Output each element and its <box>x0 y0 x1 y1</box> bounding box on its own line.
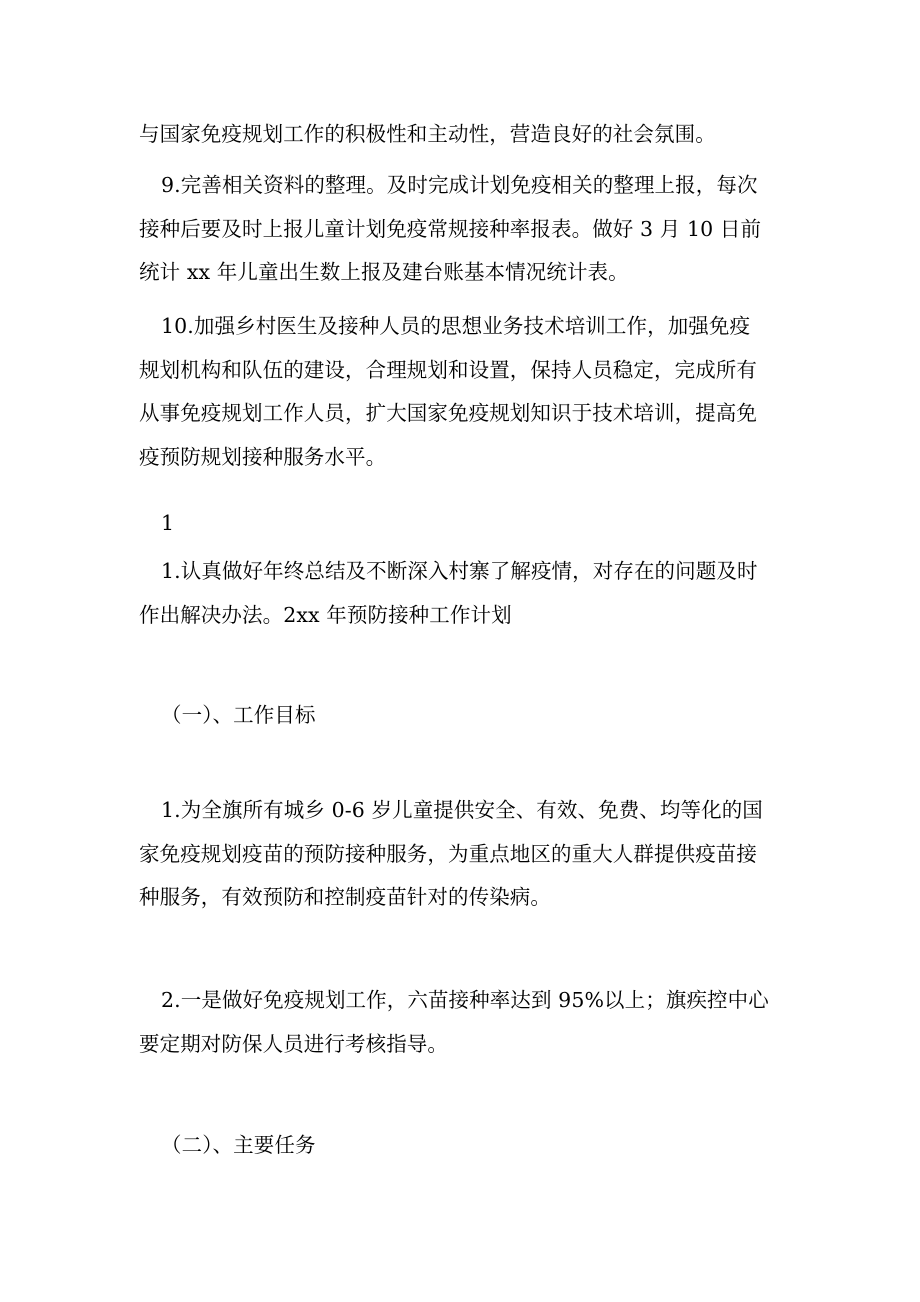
section-heading-work-goals <box>139 697 784 734</box>
text-line: 与国家免疫规划工作的积极性和主动性，营造良好的社会氛围。 <box>139 122 716 146</box>
section-heading-main-tasks <box>139 1127 784 1164</box>
paragraph-item-9-data-organization <box>139 167 784 291</box>
text-line: 规划机构和队伍的建设，合理规划和设置，保持人员稳定，完成所有 <box>139 357 757 382</box>
text-line: 家免疫规划疫苗的预防接种服务，为重点地区的重大人群提供疫苗接 <box>139 841 757 866</box>
text-line: 2.一是做好免疫规划工作，六苗接种率达到 95%以上；旗疾控中心 <box>161 988 769 1012</box>
paragraph-year-end-summary <box>139 553 784 633</box>
text-line: 10.加强乡村医生及接种人员的思想业务技术培训工作，加强免疫 <box>161 314 751 338</box>
text-line: 作出解决办法。2xx 年预防接种工作计划 <box>139 602 512 627</box>
text-line: 1.为全旗所有城乡 0-6 岁儿童提供安全、有效、免费、均等化的国 <box>161 798 763 822</box>
paragraph-number-1 <box>139 505 784 542</box>
text-line: 1.认真做好年终总结及不断深入村寨了解疫情，对存在的问题及时 <box>161 559 758 583</box>
text-line: 种服务，有效预防和控制疫苗针对的传染病。 <box>139 885 551 909</box>
text-line: 从事免疫规划工作人员，扩大国家免疫规划知识于技术培训，提高免 <box>139 401 757 425</box>
paragraph-goal-1 <box>139 792 784 916</box>
heading-text: （二）、主要任务 <box>161 1133 316 1157</box>
heading-text: （一）、工作目标 <box>161 703 316 727</box>
text-line: 要定期对防保人员进行考核指导。 <box>139 1031 448 1056</box>
paragraph-goal-2 <box>139 982 784 1062</box>
paragraph-item-10-training <box>139 308 784 475</box>
paragraph-community-atmosphere <box>139 116 784 153</box>
text-line: 统计 xx 年儿童出生数上报及建台账基本情况统计表。 <box>139 260 629 284</box>
text-line: 疫预防规划接种服务水平。 <box>139 444 387 469</box>
text-line: 接种后要及时上报儿童计划免疫常规接种率报表。做好 3 月 10 日前 <box>139 216 762 241</box>
text-line: 9.完善相关资料的整理。及时完成计划免疫相关的整理上报，每次 <box>161 173 758 197</box>
text-line: 1 <box>161 511 175 535</box>
